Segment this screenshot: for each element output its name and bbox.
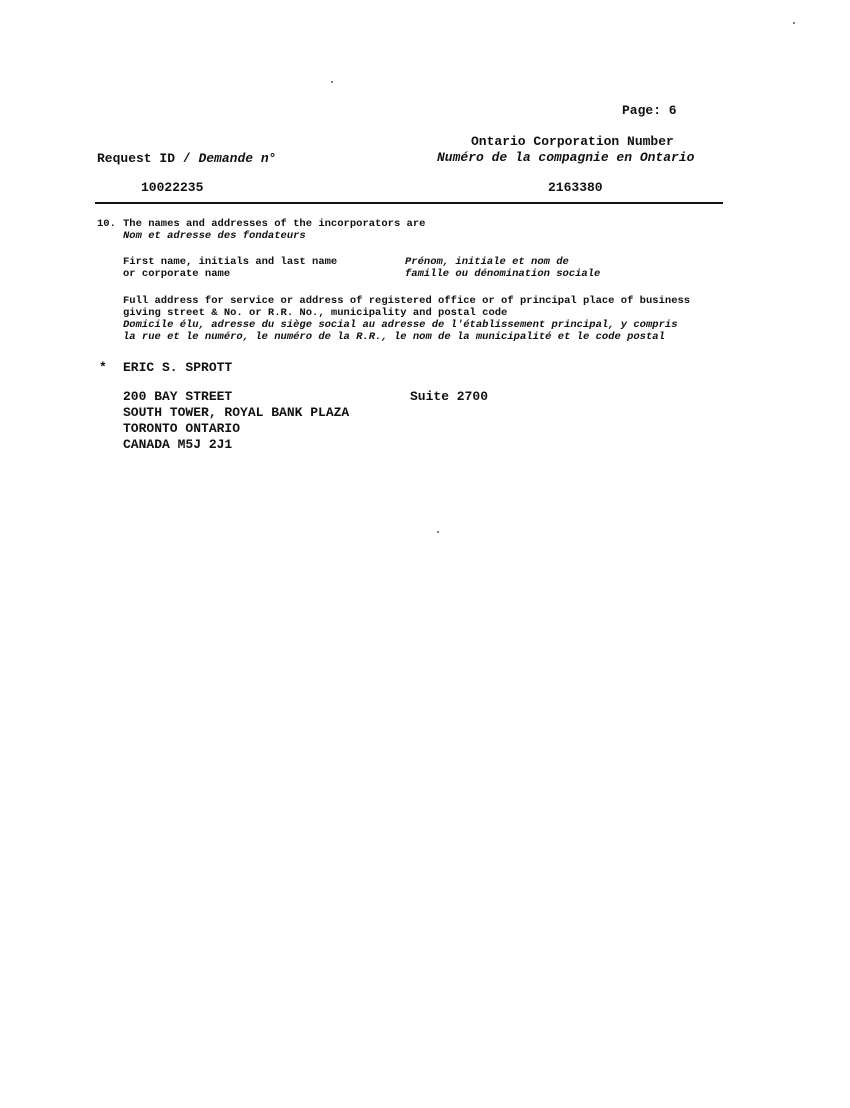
request-id-label <box>97 151 276 166</box>
request-id-value: 10022235 <box>141 180 204 195</box>
name-label-en-1: First name, initials and last name <box>123 256 338 268</box>
incorporator-name: ERIC S. SPROTT <box>123 360 233 375</box>
scan-speck <box>331 81 333 83</box>
header-divider <box>95 202 723 204</box>
name-label-en-2: or corporate name <box>123 268 231 280</box>
address-label-fr-1: Domicile élu, adresse du siège social au adresse de l'établissement principal, y compris <box>123 319 678 331</box>
address-line: CANADA M5J 2J1 <box>123 437 233 452</box>
incorporator-suite: Suite 2700 <box>410 389 489 404</box>
address-line: 200 BAY STREET <box>123 389 233 404</box>
address-label-fr-2: la rue et le numéro, le numéro de la R.R., le nom de la municipalité et le code postal <box>123 331 665 343</box>
section-title-en: The names and addresses of the incorporators are <box>123 218 426 230</box>
name-label-fr-2: famille ou dénomination sociale <box>405 268 601 280</box>
section-number: 10. <box>97 218 116 230</box>
request-id-label-en: Request ID / <box>97 151 191 166</box>
name-label-fr-1: Prénom, initiale et nom de <box>405 256 569 268</box>
incorporator-marker: * <box>99 360 107 375</box>
corp-number-label-en: Ontario Corporation Number <box>471 134 674 149</box>
corp-number-label-fr: Numéro de la compagnie en Ontario <box>437 150 695 165</box>
page-number: Page: 6 <box>622 103 677 118</box>
section-title-fr: Nom et adresse des fondateurs <box>123 230 306 242</box>
scan-speck <box>793 22 795 24</box>
scan-speck <box>437 531 439 533</box>
address-line: TORONTO ONTARIO <box>123 421 241 436</box>
corp-number-value: 2163380 <box>548 180 603 195</box>
address-label-en-2: giving street & No. or R.R. No., municipality and postal code <box>123 307 508 319</box>
address-label-en-1: Full address for service or address of registered office or of principal place of business <box>123 295 691 307</box>
request-id-label-fr: Demande n° <box>198 151 277 166</box>
address-line: SOUTH TOWER, ROYAL BANK PLAZA <box>123 405 350 420</box>
